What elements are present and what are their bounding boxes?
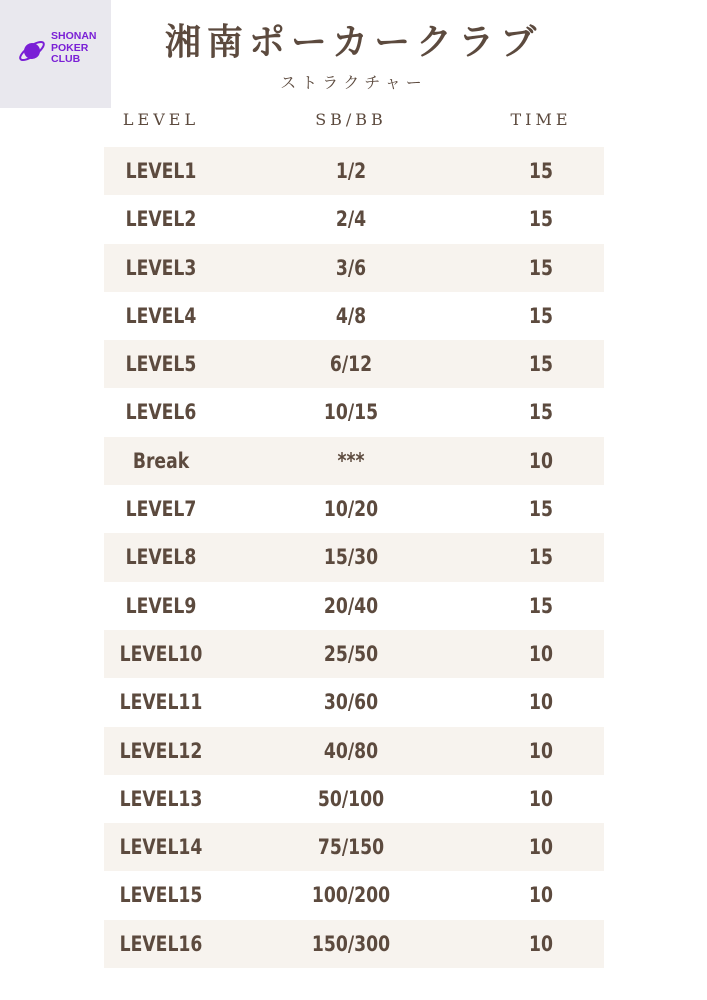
cell-blinds: 10/20 — [323, 497, 379, 522]
table-row — [104, 292, 604, 340]
column-header-level: LEVEL — [122, 110, 200, 129]
cell-time: 15 — [529, 207, 553, 232]
table-row — [104, 582, 604, 630]
cell-blinds: *** — [337, 448, 365, 473]
table-row — [104, 871, 604, 919]
table-row — [104, 437, 604, 485]
cell-time: 10 — [529, 641, 553, 666]
cell-time: 10 — [529, 690, 553, 715]
cell-level: LEVEL10 — [119, 641, 203, 666]
cell-blinds: 40/80 — [323, 738, 379, 763]
cell-level: LEVEL9 — [125, 593, 197, 618]
cell-level: LEVEL2 — [125, 207, 197, 232]
cell-level: Break — [132, 448, 190, 473]
cell-level: LEVEL13 — [119, 786, 203, 811]
cell-blinds: 150/300 — [311, 931, 391, 956]
cell-blinds: 1/2 — [335, 159, 367, 183]
table-row — [104, 727, 604, 775]
logo-line: POKER — [51, 41, 89, 54]
cell-blinds: 2/4 — [335, 207, 367, 232]
cell-level: LEVEL4 — [125, 303, 197, 328]
table-row — [104, 388, 604, 436]
column-header-time: TIME — [510, 110, 572, 129]
cell-level: LEVEL6 — [125, 400, 197, 425]
cell-time: 10 — [529, 448, 553, 473]
cell-level: LEVEL7 — [125, 497, 197, 522]
cell-blinds: 4/8 — [335, 303, 367, 328]
cell-level: LEVEL16 — [119, 931, 203, 956]
cell-time: 10 — [529, 786, 553, 811]
cell-blinds: 15/30 — [323, 545, 379, 570]
cell-time: 15 — [529, 352, 553, 377]
page-subtitle: ストラクチャー — [280, 73, 427, 92]
table-row — [104, 823, 604, 871]
table-row — [104, 195, 604, 243]
table-row — [104, 775, 604, 823]
table-row — [104, 340, 604, 388]
cell-time: 15 — [529, 255, 553, 280]
table-header — [104, 110, 604, 134]
cell-level: LEVEL5 — [125, 352, 197, 377]
logo-line: SHONAN — [51, 30, 97, 42]
cell-time: 10 — [529, 931, 553, 956]
cell-blinds: 6/12 — [329, 352, 373, 377]
cell-level: LEVEL12 — [119, 738, 203, 763]
cell-level: LEVEL11 — [119, 690, 203, 715]
cell-blinds: 75/150 — [317, 835, 385, 860]
cell-blinds: 25/50 — [323, 641, 379, 666]
cell-level: LEVEL8 — [125, 545, 197, 570]
cell-time: 15 — [529, 593, 553, 618]
cell-level: LEVEL3 — [125, 255, 197, 280]
table-row — [104, 244, 604, 292]
table-row — [104, 533, 604, 581]
structure-table — [104, 147, 604, 968]
page-title: 湘南ポーカークラブ — [164, 22, 543, 63]
cell-blinds: 30/60 — [323, 690, 379, 715]
cell-time: 10 — [529, 738, 553, 763]
column-header-blinds: SB/BB — [315, 110, 387, 129]
cell-blinds: 100/200 — [311, 883, 391, 908]
cell-blinds: 3/6 — [335, 255, 367, 280]
table-row — [104, 147, 604, 195]
table-row — [104, 920, 604, 968]
cell-time: 15 — [529, 159, 553, 183]
cell-time: 15 — [529, 303, 553, 328]
cell-blinds: 10/15 — [323, 400, 379, 425]
table-row — [104, 485, 604, 533]
table-row — [104, 630, 604, 678]
cell-level: LEVEL1 — [125, 159, 197, 183]
logo-line: CLUB — [51, 53, 81, 65]
cell-time: 15 — [529, 497, 553, 522]
cell-blinds: 50/100 — [317, 786, 385, 811]
cell-level: LEVEL14 — [119, 835, 203, 860]
cell-level: LEVEL15 — [119, 883, 203, 908]
cell-time: 10 — [529, 835, 553, 860]
cell-time: 15 — [529, 400, 553, 425]
cell-blinds: 20/40 — [323, 593, 379, 618]
table-row — [104, 678, 604, 726]
cell-time: 10 — [529, 883, 553, 908]
cell-time: 15 — [529, 545, 553, 570]
